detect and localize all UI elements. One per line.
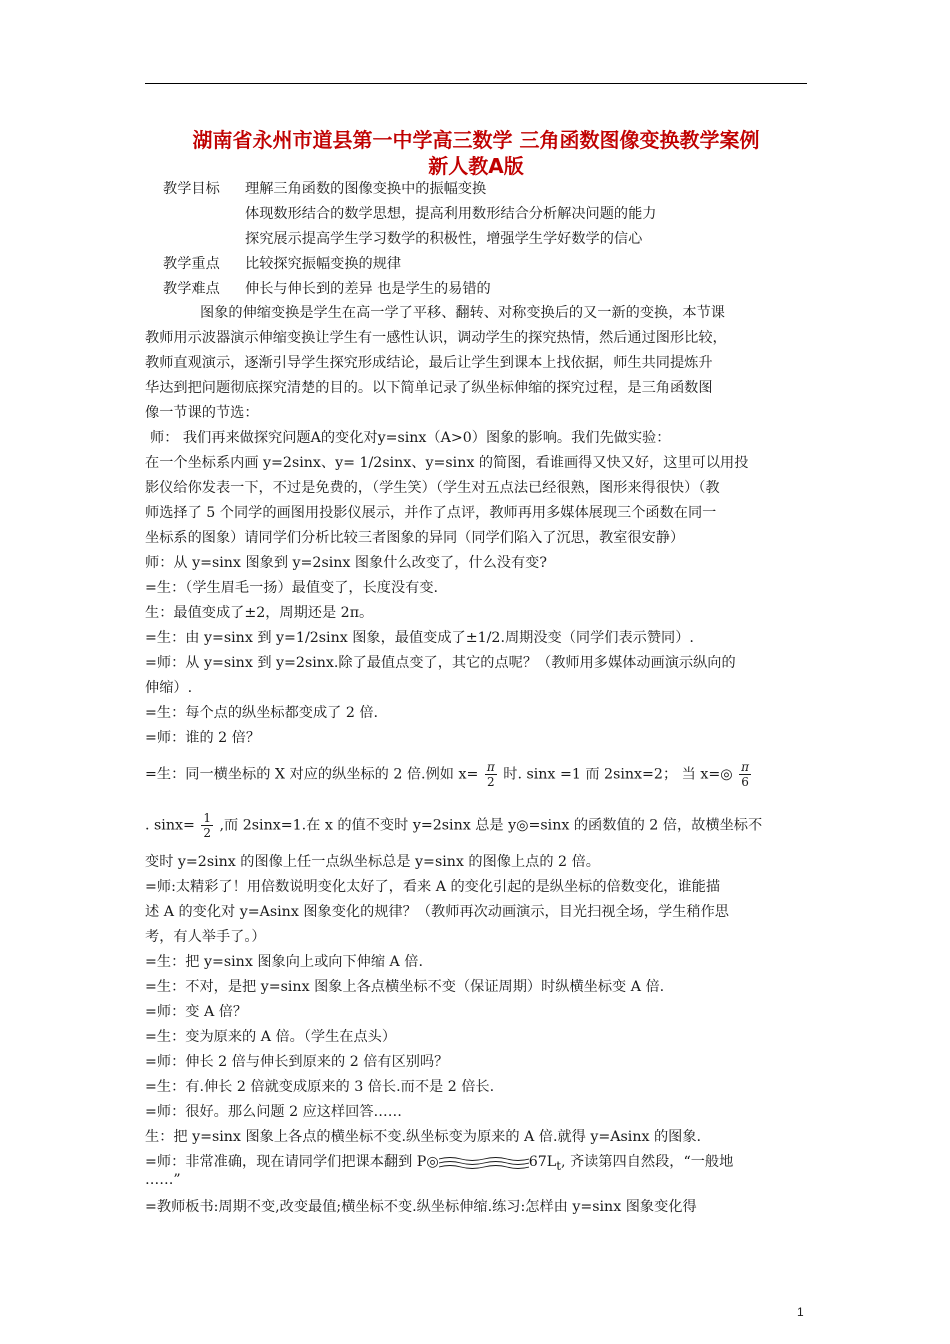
dialogue-line: ……”: [145, 1172, 181, 1188]
goal-item-1: 理解三角函数的图像变换中的振幅变换: [245, 181, 487, 197]
dialogue-line: =师：伸长 2 倍与伸长到原来的 2 倍有区别吗？: [145, 1054, 449, 1070]
wavy-scan-artifact-icon: [439, 1155, 529, 1169]
dialogue-line: =师:太精彩了！用倍数说明变化太好了，看来 A 的变化引起的是纵坐标的倍数变化，谁能描: [145, 879, 721, 895]
dialogue-line: =生：不对，是把 y=sinx 图象上各点横坐标不变（保证周期）时纵横坐标变 A 倍.: [145, 979, 665, 995]
dialogue-line: =生：每个点的纵坐标都变成了 2 倍.: [145, 705, 379, 721]
key-point-label: 教学重点: [163, 256, 220, 272]
dialogue-line: 师选择了 5 个同学的画图用投影仪展示，并作了点评，教师再用多媒体展现三个函数在同一: [145, 505, 717, 521]
fraction-denominator: 2: [203, 826, 212, 840]
fraction-denominator: 2: [486, 775, 495, 789]
dialogue-text: ,而 2sinx=1.在 x 的值不变时 y=2sinx 总是 y◎=sinx 的函数值的 2 倍，故横坐标不: [219, 817, 763, 834]
dialogue-text: 时. sinx =1 而 2sinx=2； 当 x=◎: [503, 766, 733, 783]
dialogue-line: =生：有.伸长 2 倍就变成原来的 3 倍长.而不是 2 倍长.: [145, 1079, 495, 1095]
dialogue-line: 生：最值变成了±2，周期还是 2π。: [145, 605, 374, 621]
dialogue-text: =生：同一横坐标的 X 对应的纵坐标的 2 倍.例如 x=: [145, 766, 479, 783]
dialogue-line: 考，有人举手了。）: [145, 929, 266, 945]
dialogue-line: =师：很好。那么问题 2 应这样回答……: [145, 1104, 402, 1120]
intro-line: 像一节课的节选：: [145, 405, 259, 421]
dialogue-line: =生：变为原来的 A 倍。（学生在点头）: [145, 1029, 397, 1045]
dialogue-line: =教师板书:周期不变,改变最值;横坐标不变.纵坐标伸缩.练习:怎样由 y=sinx 图象变化得: [145, 1199, 697, 1215]
dialogue-text: 67L: [528, 1154, 557, 1170]
dialogue-line: 影仪给你发表一下，不过是免费的，（学生笑）（学生对五点法已经很熟，图形来得很快）（教: [145, 480, 720, 496]
header-rule: [145, 83, 807, 84]
dialogue-line: 变时 y=2sinx 的图像上任一点纵坐标总是 y=sinx 的图像上点的 2 倍。: [145, 854, 600, 870]
dialogue-text: =师：非常准确，现在请同学们把课本翻到 P◎: [145, 1154, 439, 1170]
dialogue-line: =师：变 A 倍？: [145, 1004, 248, 1020]
dialogue-line: =生：由 y=sinx 到 y=1/2sinx 图象，最值变成了±1/2.周期没变（同学们表示赞同）.: [145, 630, 694, 646]
intro-line: 教师直观演示，逐渐引导学生探究形成结论，最后让学生到课本上找依据，师生共同提炼升: [145, 355, 713, 371]
dialogue-text: , 齐读第四自然段，“一般地: [560, 1154, 734, 1170]
dialogue-line: 伸缩）.: [145, 680, 193, 696]
page-number: 1: [797, 1305, 804, 1319]
document-title-line1: 湖南省永州市道县第一中学高三数学 三角函数图像变换教学案例: [192, 128, 760, 152]
dialogue-line: 生：把 y=sinx 图象上各点的横坐标不变.纵坐标变为原来的 A 倍.就得 y=Asinx 的图象.: [145, 1129, 702, 1145]
fraction-one-half: [201, 811, 213, 840]
difficulty-value: 伸长与伸长到的差异 也是学生的易错的: [245, 281, 491, 297]
dialogue-line: =师：从 y=sinx 到 y=2sinx.除了最值点变了，其它的点呢？（教师用多媒体动画演示纵向的: [145, 655, 736, 671]
dialogue-line-with-fractions: [145, 811, 807, 840]
document-title-line2: 新人教A版: [428, 154, 524, 178]
dialogue-line: 师： 我们再来做探究问题A的变化对y=sinx（A>0）图象的影响。我们先做实验：: [150, 430, 671, 446]
goal-item-2: 体现数形结合的数学思想，提高利用数形结合分析解决问题的能力: [245, 206, 657, 222]
goal-item-3: 探究展示提高学生学习数学的积极性，增强学生学好数学的信心: [245, 231, 643, 247]
dialogue-line: 师：从 y=sinx 图象到 y=2sinx 图象什么改变了，什么没有变?: [145, 555, 547, 571]
intro-line: 教师用示波器演示伸缩变换让学生有一感性认识，调动学生的探究热情，然后通过图形比较，: [145, 330, 727, 346]
dialogue-line-with-fractions: [145, 760, 807, 789]
intro-line: 华达到把问题彻底探究清楚的目的。以下简单记录了纵坐标伸缩的探究过程，是三角函数图: [145, 380, 713, 396]
dialogue-line: 述 A 的变化对 y=Asinx 图象变化的规律？（教师再次动画演示，目光扫视全场，学生稍作思: [145, 904, 729, 920]
goal-label: 教学目标: [163, 181, 220, 197]
fraction-numerator: π: [741, 760, 750, 774]
dialogue-line: =生：（学生眉毛一扬）最值变了，长度没有变.: [145, 580, 439, 596]
dialogue-line: =生：把 y=sinx 图象向上或向下伸缩 A 倍.: [145, 954, 423, 970]
difficulty-label: 教学难点: [163, 281, 220, 297]
dialogue-line: 在一个坐标系内画 y=2sinx、y= 1/2sinx、y=sinx 的简图，看谁画得又快又好，这里可以用投: [145, 455, 749, 471]
fraction-pi-over-6: [739, 760, 751, 789]
key-point-value: 比较探究振幅变换的规律: [245, 256, 402, 272]
dialogue-line: =师：谁的 2 倍？: [145, 730, 261, 746]
fraction-pi-over-2: [485, 760, 497, 789]
dialogue-line: 坐标系的图象）请同学们分析比较三者图象的异同（同学们陷入了沉思，教室很安静）: [145, 530, 685, 546]
dialogue-subscript: t: [556, 1158, 561, 1173]
fraction-numerator: 1: [203, 811, 212, 825]
dialogue-text: . sinx=: [145, 817, 195, 834]
intro-line: 图象的伸缩变换是学生在高一学了平移、翻转、对称变换后的又一新的变换，本节课: [200, 305, 725, 321]
fraction-denominator: 6: [741, 775, 749, 789]
fraction-numerator: π: [486, 760, 495, 774]
